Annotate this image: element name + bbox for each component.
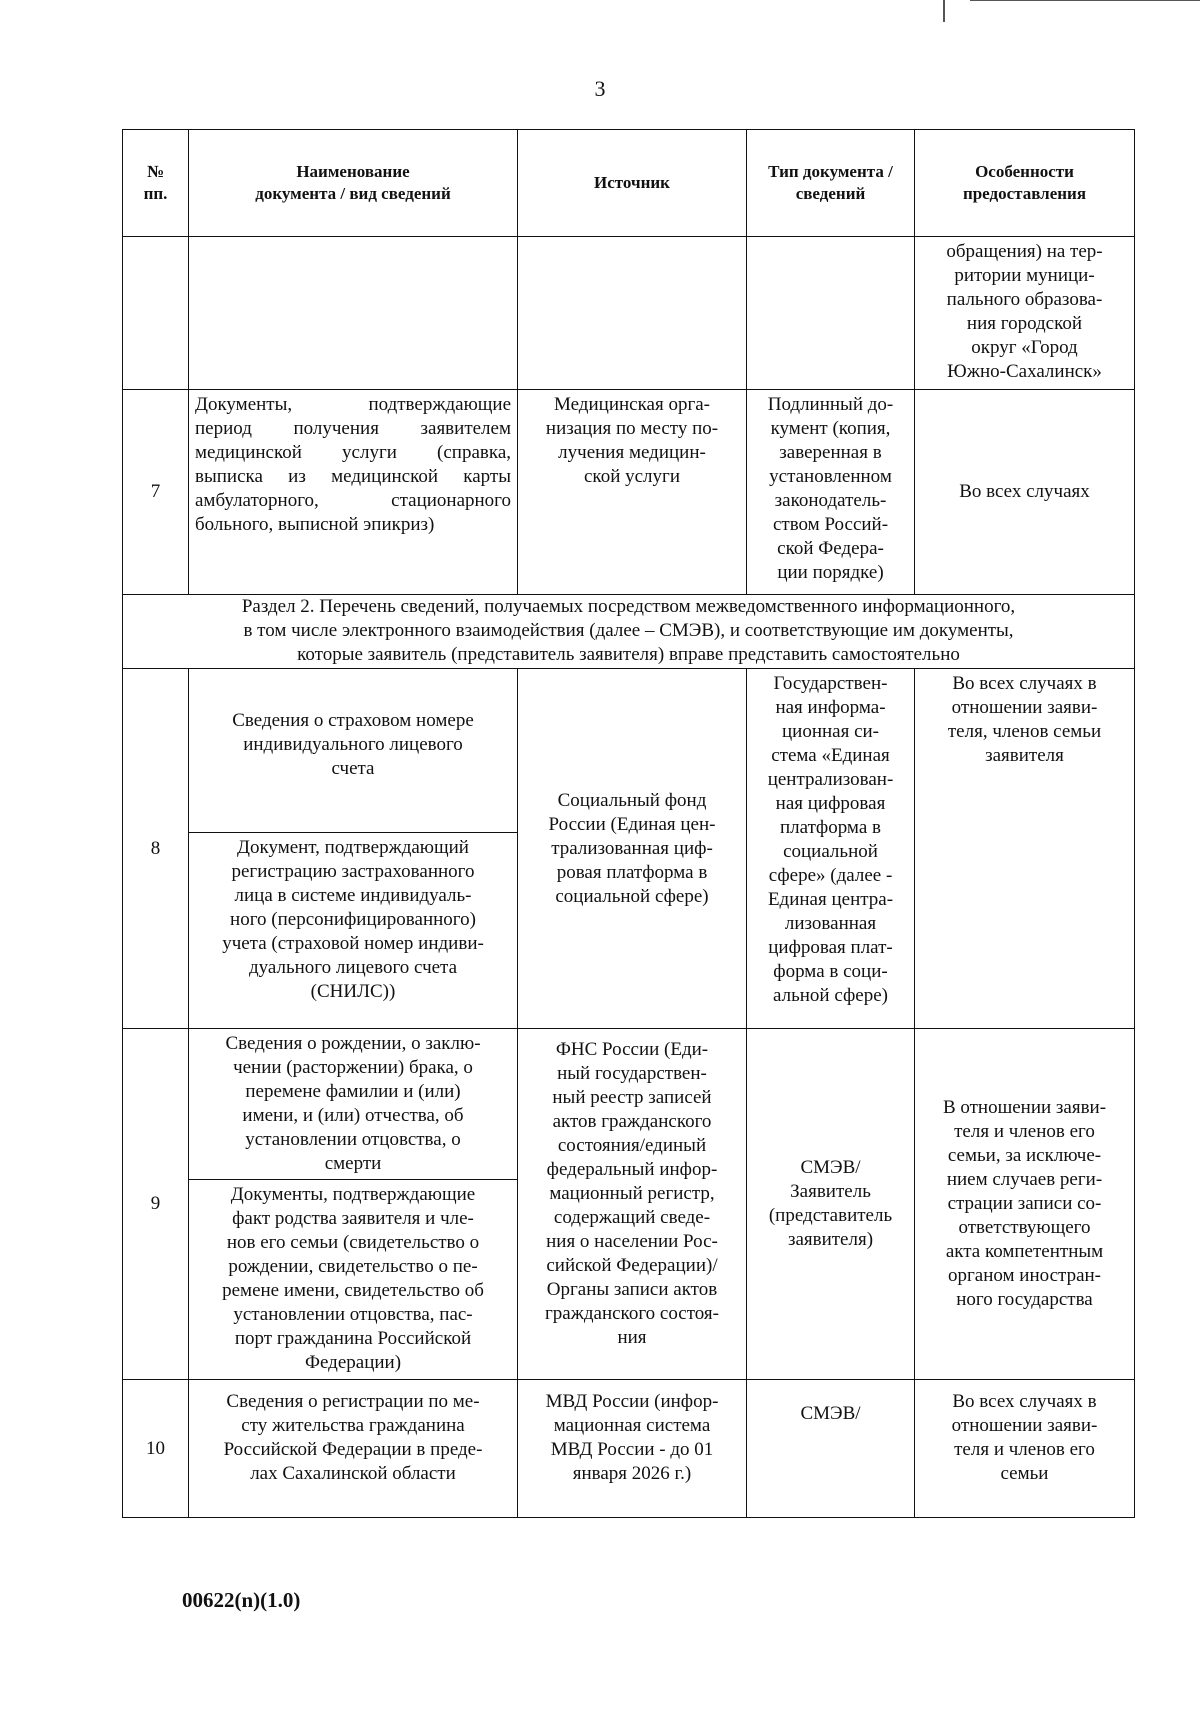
cell-name: Документы, подтверждающие период получения заявителем медицинской услуги (справка, выписка из медицинской карты амбулаторного, стационарного больного, выписной эпикриз) (189, 390, 518, 595)
cell-name: Документ, подтверждающий регистрацию застрахованного лица в системе индивидуаль- ного (персонифицированного) учета (страховой номер индиви- дуального лицевого счета (СНИЛС)) (189, 833, 518, 1029)
cell-features: В отношении заяви- теля и членов его семьи, за исключе- нием случаев реги- страции записи со- ответствующего акта компетентным органом иностран- ного государства (915, 1029, 1135, 1380)
section-2-heading: Раздел 2. Перечень сведений, получаемых посредством межведомственного информационного, в том числе электронного взаимодействия (далее – СМЭВ), и соответствующие им документы, которые заявитель (представитель заявителя) вправе представить самостоятельно (123, 595, 1135, 669)
cell-source: Медицинская орга- низация по месту по- лучения медицин- ской услуги (518, 390, 747, 595)
cell-source: МВД России (инфор- мационная система МВД России - до 01 января 2026 г.) (518, 1380, 747, 1518)
cell-name: Сведения о страховом номере индивидуального лицевого счета (189, 669, 518, 833)
cell-features: обращения) на тер- ритории муници- пального образова- ния городской округ «Город Южно-Сахалинск» (915, 237, 1135, 390)
cell-name: Сведения о регистрации по ме- сту жительства гражданина Российской Федерации в преде- лах Сахалинской области (189, 1380, 518, 1518)
row-number: 10 (123, 1380, 189, 1518)
table-row (123, 669, 1135, 833)
header-type: Тип документа / сведений (747, 130, 915, 237)
table-row (123, 1029, 1135, 1180)
page-number: 3 (594, 76, 606, 101)
cell-features: Во всех случаях в отношении заяви- теля, членов семьи заявителя (915, 669, 1135, 1029)
cell-type (747, 237, 915, 390)
cell-type: СМЭВ/ Заявитель (представитель заявителя) (747, 1029, 915, 1380)
header-features: Особенности предоставления (915, 130, 1135, 237)
table-header-row (123, 130, 1135, 237)
header-source: Источник (518, 130, 747, 237)
cell-source: ФНС России (Еди- ный государствен- ный реестр записей актов гражданского состояния/единый федеральный инфор- мационный регистр, содержащий сведе- ния о населении Рос- сийской Федерации)/ Органы записи актов гражданского состоя- ния (518, 1029, 747, 1380)
section-row (123, 595, 1135, 669)
row-number: 8 (123, 669, 189, 1029)
cell-source (518, 237, 747, 390)
header-name: Наименование документа / вид сведений (189, 130, 518, 237)
cell-num (123, 237, 189, 390)
header-num: № пп. (123, 130, 189, 237)
table-row (123, 390, 1135, 595)
cell-name: Документы, подтверждающие факт родства заявителя и чле- нов его семьи (свидетельство о рождении, свидетельство о пе- ремене имени, свидетельство об установлении отцовства, пас- порт гражданина Российской Федерации) (189, 1180, 518, 1380)
cell-name (189, 237, 518, 390)
cell-features: Во всех случаях (915, 390, 1135, 595)
cell-features: Во всех случаях в отношении заяви- теля и членов его семьи (915, 1380, 1135, 1518)
row-number: 7 (123, 390, 189, 595)
cell-name: Сведения о рождении, о заклю- чении (расторжении) брака, о перемене фамилии и (или) имени, и (или) отчества, об установлении отцовства, о смерти (189, 1029, 518, 1180)
cell-type: Государствен- ная информа- ционная си- стема «Единая централизован- ная цифровая платформа в социальной сфере» (далее - Единая центра- лизованная цифровая плат- форма в соци- альной сфере) (747, 669, 915, 1029)
table-row (123, 1380, 1135, 1518)
cell-type: Подлинный до- кумент (копия, заверенная в установленном законодатель- ством Россий- ской Федера- ции порядке) (747, 390, 915, 595)
scan-mark-vertical (943, 0, 945, 22)
row-number: 9 (123, 1029, 189, 1380)
cell-source: Социальный фонд России (Единая цен- трализованная циф- ровая платформа в социальной сфере) (518, 669, 747, 1029)
table-row (123, 237, 1135, 390)
documents-table (122, 129, 1135, 1518)
scan-mark-horizontal (970, 0, 1200, 1)
cell-type: СМЭВ/ (747, 1380, 915, 1518)
document-code: 00622(n)(1.0) (182, 1588, 301, 1612)
